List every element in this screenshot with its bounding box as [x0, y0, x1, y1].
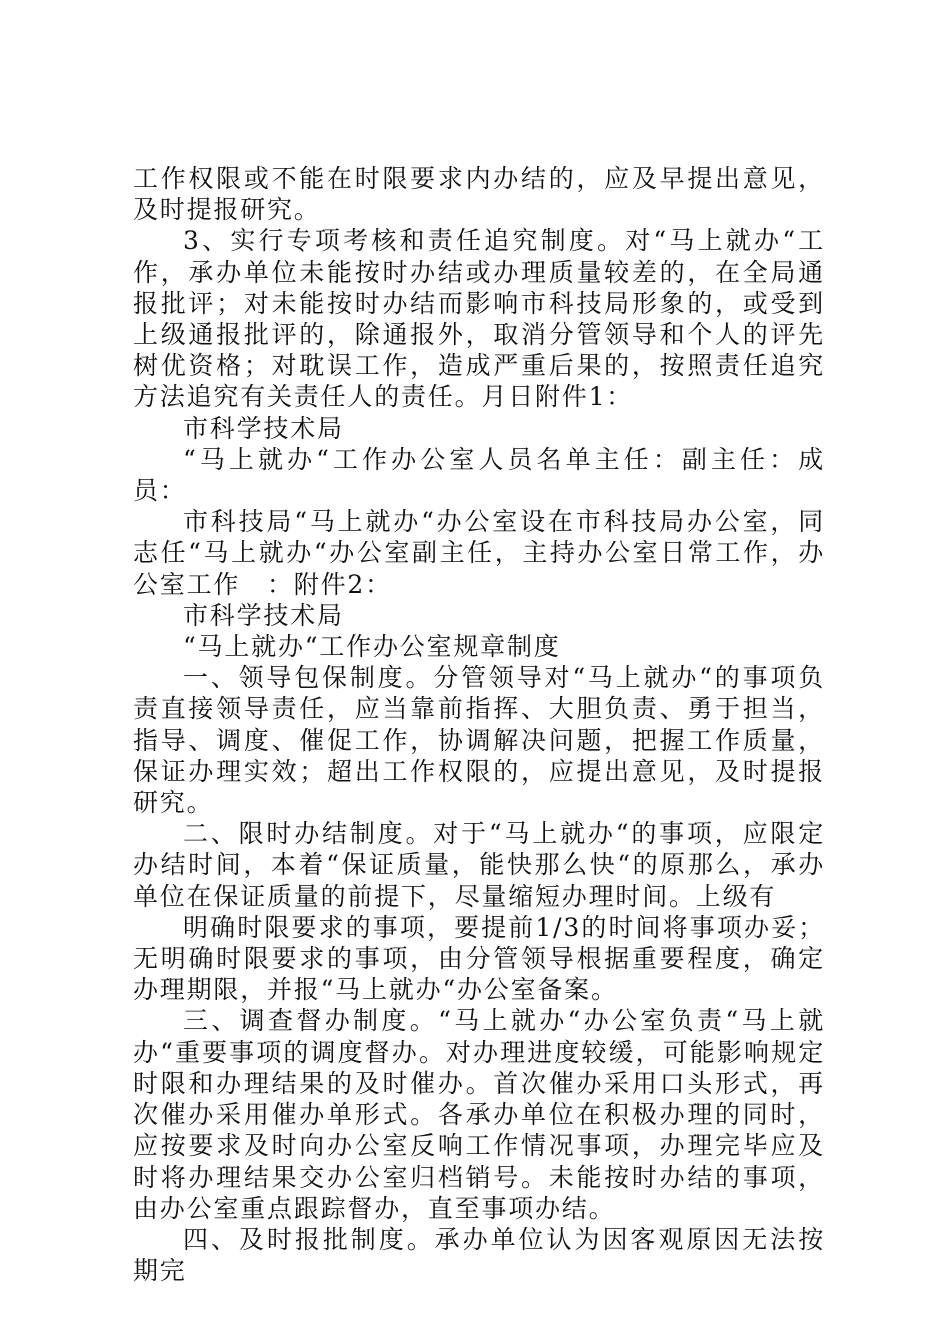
- paragraph: 二、限时办结制度。对于“马上就办“的事项，应限定办结时间，本着“保证质量，能快那么快“的原那么，承办单位在保证质量的前提下，尽量缩短办理时间。上级有: [133, 819, 825, 911]
- paragraph: 明确时限要求的事项，要提前1/3的时间将事项办妥；无明确时限要求的事项，由分管领导根据重要程度，确定办理期限，并报“马上就办“办公室备案。: [133, 912, 825, 1005]
- paragraph: 四、及时报批制度。承办单位认为因客观原因无法按期完: [133, 1224, 825, 1286]
- paragraph: 3、实行专项考核和责任追究制度。对“马上就办“工作，承办单位未能按时办结或办理质量较差的，在全局通报批评；对未能按时办结而影响市科技局形象的，或受到上级通报批评的，除通报外，取消分管领导和个人的评先树优资格；对耽误工作，造成严重后果的，按照责任追究方法追究有关责任人的责任。月日附件1：: [133, 226, 825, 412]
- paragraph: 工作权限或不能在时限要求内办结的，应及早提出意见，及时提报研究。: [133, 164, 825, 225]
- paragraph: “马上就办“工作办公室规章制度: [183, 632, 561, 662]
- paragraph: 一、领导包保制度。分管领导对“马上就办“的事项负责直接领导责任，应当靠前指挥、大胆负责、勇于担当，指导、调度、催促工作，协调解决问题，把握工作质量，保证办理实效；超出工作权限的，应提出意见，及时提报研究。: [133, 663, 825, 818]
- paragraph: 三、调查督办制度。“马上就办“办公室负责“马上就办“重要事项的调度督办。对办理进度较缓，可能影响规定时限和办理结果的及时催办。首次催办采用口头形式，再次催办采用催办单形式。各承办单位在积极办理的同时，应按要求及时向办公室反响工作情况事项，办理完毕应及时将办理结果交办公室归档销号。未能按时办结的事项，由办公室重点跟踪督办，直至事项办结。: [133, 1006, 825, 1223]
- paragraph: 市科技局“马上就办“办公室设在市科技局办公室，同志任“马上就办“办公室副主任，主持办公室日常工作，办公室工作 ：附件2：: [133, 507, 825, 599]
- document-body: [133, 163, 825, 1286]
- paragraph: “马上就办“工作办公室人员名单主任：副主任：成员：: [133, 444, 825, 506]
- paragraph: 市科学技术局: [183, 600, 344, 630]
- paragraph: 市科学技术局: [183, 413, 344, 443]
